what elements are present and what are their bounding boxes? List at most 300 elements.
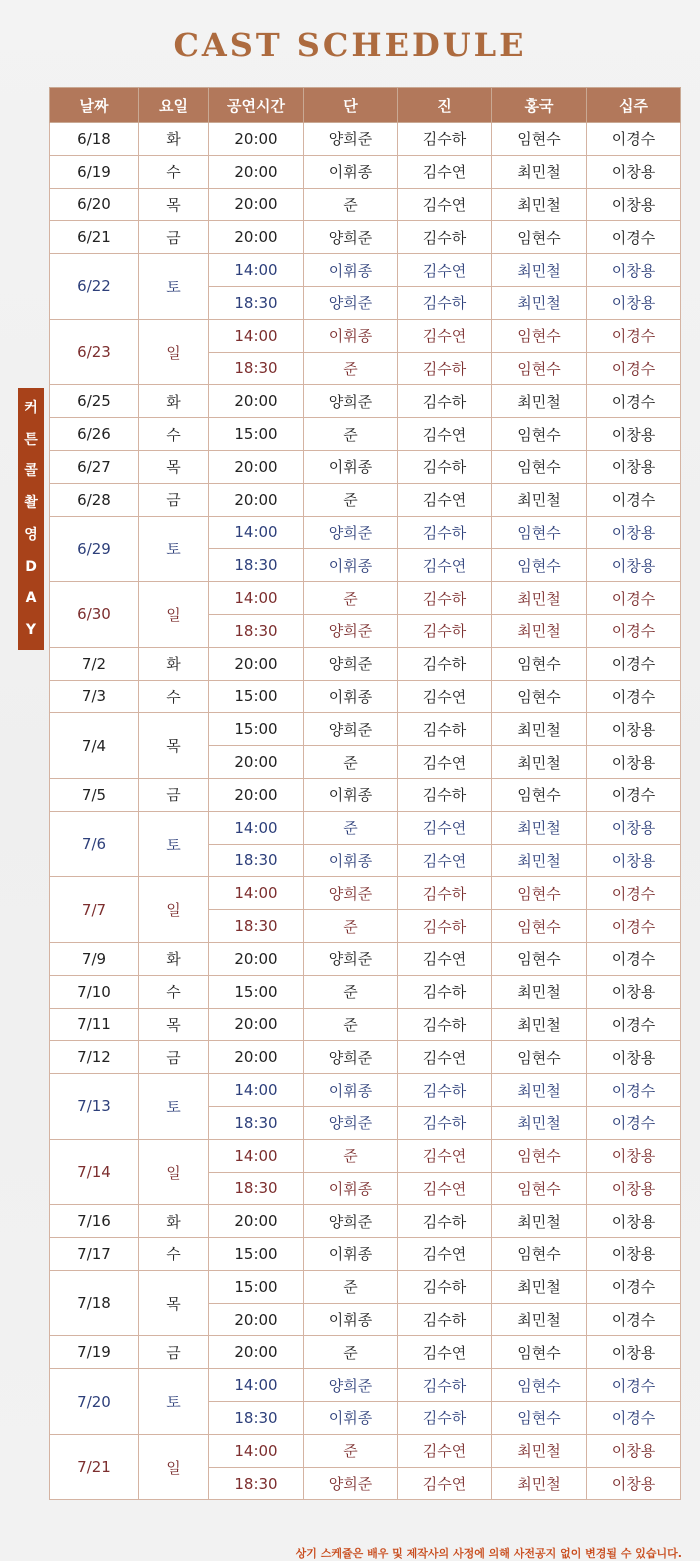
- table-row: [50, 254, 681, 287]
- cast-jin-cell: 김수연: [398, 1467, 492, 1500]
- showtime-cell: 14:00: [209, 1074, 304, 1107]
- cast-hongguk-cell: 임현수: [492, 516, 587, 549]
- table-row: [50, 1139, 681, 1172]
- cast-jin-cell: 김수하: [398, 385, 492, 418]
- cast-sipju-cell: 이경수: [587, 221, 681, 254]
- table-row: [50, 811, 681, 844]
- showtime-cell: 14:00: [209, 1139, 304, 1172]
- date-cell: 7/5: [50, 778, 139, 811]
- cast-sipju-cell: 이경수: [587, 1402, 681, 1435]
- cast-sipju-cell: 이창용: [587, 1172, 681, 1205]
- showtime-cell: 15:00: [209, 713, 304, 746]
- showtime-cell: 20:00: [209, 1303, 304, 1336]
- table-row: [50, 1205, 681, 1238]
- cast-dan-cell: 양희준: [304, 877, 398, 910]
- cast-sipju-cell: 이경수: [587, 680, 681, 713]
- cast-jin-cell: 김수하: [398, 123, 492, 156]
- cast-sipju-cell: 이창용: [587, 746, 681, 779]
- header-day: 요일: [139, 88, 209, 123]
- cast-sipju-cell: 이창용: [587, 1467, 681, 1500]
- showtime-cell: 18:30: [209, 1172, 304, 1205]
- cast-dan-cell: 양희준: [304, 1106, 398, 1139]
- cast-jin-cell: 김수연: [398, 1172, 492, 1205]
- cast-dan-cell: 이휘종: [304, 1402, 398, 1435]
- cast-hongguk-cell: 임현수: [492, 877, 587, 910]
- showtime-cell: 20:00: [209, 942, 304, 975]
- date-cell: 7/11: [50, 1008, 139, 1041]
- showtime-cell: 14:00: [209, 811, 304, 844]
- showtime-cell: 15:00: [209, 680, 304, 713]
- date-cell: 7/12: [50, 1041, 139, 1074]
- table-row: [50, 450, 681, 483]
- table-row: [50, 516, 681, 549]
- header-showtime: 공연시간: [209, 88, 304, 123]
- cast-sipju-cell: 이창용: [587, 1434, 681, 1467]
- showtime-cell: 18:30: [209, 844, 304, 877]
- cast-sipju-cell: 이창용: [587, 713, 681, 746]
- curtain-call-photo-day-label: [18, 388, 44, 650]
- date-cell: 6/18: [50, 123, 139, 156]
- weekday-cell: 목: [139, 1008, 209, 1041]
- cast-hongguk-cell: 최민철: [492, 1074, 587, 1107]
- cast-sipju-cell: 이창용: [587, 1238, 681, 1271]
- cast-hongguk-cell: 임현수: [492, 450, 587, 483]
- cast-schedule-table: [49, 87, 681, 1500]
- cast-hongguk-cell: 최민철: [492, 1205, 587, 1238]
- cast-hongguk-cell: 임현수: [492, 942, 587, 975]
- showtime-cell: 18:30: [209, 910, 304, 943]
- cast-dan-cell: 이휘종: [304, 319, 398, 352]
- cast-hongguk-cell: 임현수: [492, 123, 587, 156]
- cast-jin-cell: 김수연: [398, 1041, 492, 1074]
- cast-hongguk-cell: 최민철: [492, 1106, 587, 1139]
- weekday-cell: 목: [139, 713, 209, 779]
- showtime-cell: 20:00: [209, 123, 304, 156]
- date-cell: 6/19: [50, 155, 139, 188]
- cast-sipju-cell: 이창용: [587, 516, 681, 549]
- cast-hongguk-cell: 임현수: [492, 1238, 587, 1271]
- showtime-cell: 15:00: [209, 418, 304, 451]
- cast-hongguk-cell: 최민철: [492, 614, 587, 647]
- cast-dan-cell: 양희준: [304, 221, 398, 254]
- cast-jin-cell: 김수연: [398, 188, 492, 221]
- side-label-char: 콜: [24, 463, 38, 480]
- cast-dan-cell: 양희준: [304, 1205, 398, 1238]
- cast-hongguk-cell: 임현수: [492, 1139, 587, 1172]
- cast-hongguk-cell: 임현수: [492, 221, 587, 254]
- cast-jin-cell: 김수하: [398, 647, 492, 680]
- showtime-cell: 20:00: [209, 1336, 304, 1369]
- cast-jin-cell: 김수하: [398, 614, 492, 647]
- weekday-cell: 수: [139, 155, 209, 188]
- table-row: [50, 123, 681, 156]
- showtime-cell: 20:00: [209, 746, 304, 779]
- cast-sipju-cell: 이경수: [587, 778, 681, 811]
- showtime-cell: 14:00: [209, 516, 304, 549]
- weekday-cell: 수: [139, 1238, 209, 1271]
- weekday-cell: 토: [139, 1369, 209, 1435]
- cast-sipju-cell: 이경수: [587, 647, 681, 680]
- cast-dan-cell: 이휘종: [304, 1074, 398, 1107]
- cast-hongguk-cell: 임현수: [492, 1172, 587, 1205]
- header-jin: 진: [398, 88, 492, 123]
- showtime-cell: 18:30: [209, 1467, 304, 1500]
- cast-dan-cell: 준: [304, 910, 398, 943]
- cast-jin-cell: 김수연: [398, 319, 492, 352]
- table-row: [50, 582, 681, 615]
- table-row: [50, 713, 681, 746]
- table-header-row: [50, 88, 681, 123]
- weekday-cell: 금: [139, 1336, 209, 1369]
- cast-jin-cell: 김수연: [398, 844, 492, 877]
- cast-sipju-cell: 이경수: [587, 1074, 681, 1107]
- cast-hongguk-cell: 최민철: [492, 1270, 587, 1303]
- table-row: [50, 1008, 681, 1041]
- date-cell: 6/20: [50, 188, 139, 221]
- table-row: [50, 155, 681, 188]
- date-cell: 7/2: [50, 647, 139, 680]
- cast-sipju-cell: 이경수: [587, 582, 681, 615]
- showtime-cell: 14:00: [209, 1369, 304, 1402]
- showtime-cell: 18:30: [209, 352, 304, 385]
- cast-jin-cell: 김수연: [398, 418, 492, 451]
- header-hongguk: 홍국: [492, 88, 587, 123]
- cast-dan-cell: 준: [304, 1434, 398, 1467]
- cast-jin-cell: 김수하: [398, 516, 492, 549]
- date-cell: 7/3: [50, 680, 139, 713]
- cast-jin-cell: 김수하: [398, 877, 492, 910]
- cast-hongguk-cell: 임현수: [492, 549, 587, 582]
- cast-sipju-cell: 이경수: [587, 1106, 681, 1139]
- cast-jin-cell: 김수하: [398, 352, 492, 385]
- table-row: [50, 1270, 681, 1303]
- cast-dan-cell: 준: [304, 811, 398, 844]
- cast-hongguk-cell: 최민철: [492, 1008, 587, 1041]
- weekday-cell: 금: [139, 1041, 209, 1074]
- cast-hongguk-cell: 임현수: [492, 1369, 587, 1402]
- weekday-cell: 화: [139, 647, 209, 680]
- cast-hongguk-cell: 임현수: [492, 1402, 587, 1435]
- cast-sipju-cell: 이창용: [587, 1205, 681, 1238]
- cast-dan-cell: 이휘종: [304, 1238, 398, 1271]
- cast-hongguk-cell: 최민철: [492, 385, 587, 418]
- cast-sipju-cell: 이창용: [587, 549, 681, 582]
- weekday-cell: 일: [139, 319, 209, 385]
- cast-jin-cell: 김수하: [398, 910, 492, 943]
- cast-sipju-cell: 이창용: [587, 1041, 681, 1074]
- cast-hongguk-cell: 최민철: [492, 844, 587, 877]
- cast-sipju-cell: 이창용: [587, 811, 681, 844]
- cast-sipju-cell: 이창용: [587, 450, 681, 483]
- cast-dan-cell: 양희준: [304, 286, 398, 319]
- date-cell: 7/10: [50, 975, 139, 1008]
- cast-jin-cell: 김수연: [398, 746, 492, 779]
- showtime-cell: 14:00: [209, 582, 304, 615]
- showtime-cell: 18:30: [209, 1106, 304, 1139]
- cast-hongguk-cell: 최민철: [492, 746, 587, 779]
- weekday-cell: 화: [139, 385, 209, 418]
- cast-hongguk-cell: 임현수: [492, 418, 587, 451]
- weekday-cell: 금: [139, 483, 209, 516]
- cast-hongguk-cell: 최민철: [492, 811, 587, 844]
- cast-dan-cell: 이휘종: [304, 844, 398, 877]
- cast-jin-cell: 김수하: [398, 713, 492, 746]
- cast-hongguk-cell: 최민철: [492, 1467, 587, 1500]
- table-row: [50, 778, 681, 811]
- cast-dan-cell: 이휘종: [304, 778, 398, 811]
- cast-hongguk-cell: 임현수: [492, 1336, 587, 1369]
- showtime-cell: 20:00: [209, 778, 304, 811]
- cast-sipju-cell: 이창용: [587, 418, 681, 451]
- side-label-char: 영: [24, 526, 38, 543]
- cast-jin-cell: 김수연: [398, 1336, 492, 1369]
- cast-jin-cell: 김수하: [398, 1106, 492, 1139]
- side-label-char: 커: [24, 399, 38, 416]
- cast-dan-cell: 이휘종: [304, 1172, 398, 1205]
- weekday-cell: 목: [139, 1270, 209, 1336]
- header-dan: 단: [304, 88, 398, 123]
- showtime-cell: 20:00: [209, 1008, 304, 1041]
- weekday-cell: 일: [139, 877, 209, 943]
- showtime-cell: 15:00: [209, 975, 304, 1008]
- table-row: [50, 483, 681, 516]
- cast-dan-cell: 이휘종: [304, 254, 398, 287]
- cast-dan-cell: 양희준: [304, 1041, 398, 1074]
- date-cell: 7/21: [50, 1434, 139, 1500]
- cast-sipju-cell: 이경수: [587, 1270, 681, 1303]
- cast-dan-cell: 이휘종: [304, 680, 398, 713]
- cast-dan-cell: 이휘종: [304, 450, 398, 483]
- cast-sipju-cell: 이경수: [587, 910, 681, 943]
- side-label-char: 촬: [24, 495, 38, 512]
- showtime-cell: 20:00: [209, 483, 304, 516]
- cast-dan-cell: 준: [304, 418, 398, 451]
- date-cell: 7/19: [50, 1336, 139, 1369]
- date-cell: 7/6: [50, 811, 139, 877]
- cast-jin-cell: 김수연: [398, 483, 492, 516]
- cast-dan-cell: 양희준: [304, 713, 398, 746]
- header-date: 날짜: [50, 88, 139, 123]
- cast-hongguk-cell: 임현수: [492, 319, 587, 352]
- table-row: [50, 877, 681, 910]
- cast-dan-cell: 이휘종: [304, 155, 398, 188]
- cast-dan-cell: 이휘종: [304, 1303, 398, 1336]
- weekday-cell: 목: [139, 450, 209, 483]
- cast-dan-cell: 준: [304, 1139, 398, 1172]
- cast-dan-cell: 양희준: [304, 1467, 398, 1500]
- cast-dan-cell: 준: [304, 975, 398, 1008]
- cast-jin-cell: 김수연: [398, 942, 492, 975]
- cast-dan-cell: 양희준: [304, 942, 398, 975]
- cast-sipju-cell: 이경수: [587, 614, 681, 647]
- table-row: [50, 942, 681, 975]
- date-cell: 6/25: [50, 385, 139, 418]
- date-cell: 7/20: [50, 1369, 139, 1435]
- cast-jin-cell: 김수연: [398, 1434, 492, 1467]
- cast-jin-cell: 김수하: [398, 1205, 492, 1238]
- cast-jin-cell: 김수하: [398, 1402, 492, 1435]
- cast-jin-cell: 김수하: [398, 1008, 492, 1041]
- cast-sipju-cell: 이경수: [587, 319, 681, 352]
- cast-dan-cell: 준: [304, 1336, 398, 1369]
- cast-hongguk-cell: 임현수: [492, 680, 587, 713]
- cast-jin-cell: 김수하: [398, 1303, 492, 1336]
- cast-dan-cell: 준: [304, 1008, 398, 1041]
- cast-dan-cell: 준: [304, 352, 398, 385]
- date-cell: 6/30: [50, 582, 139, 648]
- table-row: [50, 1041, 681, 1074]
- showtime-cell: 20:00: [209, 188, 304, 221]
- date-cell: 7/18: [50, 1270, 139, 1336]
- showtime-cell: 18:30: [209, 549, 304, 582]
- cast-sipju-cell: 이창용: [587, 254, 681, 287]
- cast-dan-cell: 양희준: [304, 647, 398, 680]
- cast-jin-cell: 김수연: [398, 549, 492, 582]
- table-row: [50, 221, 681, 254]
- cast-dan-cell: 양희준: [304, 123, 398, 156]
- cast-sipju-cell: 이경수: [587, 385, 681, 418]
- showtime-cell: 20:00: [209, 1041, 304, 1074]
- cast-dan-cell: 준: [304, 582, 398, 615]
- cast-sipju-cell: 이창용: [587, 1139, 681, 1172]
- cast-hongguk-cell: 임현수: [492, 647, 587, 680]
- weekday-cell: 금: [139, 221, 209, 254]
- showtime-cell: 14:00: [209, 1434, 304, 1467]
- cast-hongguk-cell: 최민철: [492, 713, 587, 746]
- cast-hongguk-cell: 임현수: [492, 910, 587, 943]
- cast-jin-cell: 김수연: [398, 680, 492, 713]
- cast-jin-cell: 김수연: [398, 254, 492, 287]
- table-row: [50, 1369, 681, 1402]
- date-cell: 6/28: [50, 483, 139, 516]
- cast-jin-cell: 김수연: [398, 811, 492, 844]
- table-row: [50, 385, 681, 418]
- cast-jin-cell: 김수하: [398, 1270, 492, 1303]
- date-cell: 7/16: [50, 1205, 139, 1238]
- cast-sipju-cell: 이경수: [587, 352, 681, 385]
- cast-jin-cell: 김수하: [398, 1369, 492, 1402]
- cast-hongguk-cell: 임현수: [492, 352, 587, 385]
- table-row: [50, 1074, 681, 1107]
- cast-jin-cell: 김수하: [398, 975, 492, 1008]
- cast-sipju-cell: 이창용: [587, 1336, 681, 1369]
- showtime-cell: 18:30: [209, 1402, 304, 1435]
- footer-note: 상기 스케쥴은 배우 및 제작사의 사정에 의해 사전공지 없이 변경될 수 있습니다.: [295, 1547, 682, 1560]
- date-cell: 7/7: [50, 877, 139, 943]
- cast-hongguk-cell: 최민철: [492, 188, 587, 221]
- side-label-char: A: [25, 590, 37, 607]
- weekday-cell: 수: [139, 680, 209, 713]
- date-cell: 7/14: [50, 1139, 139, 1205]
- cast-dan-cell: 양희준: [304, 385, 398, 418]
- cast-hongguk-cell: 최민철: [492, 254, 587, 287]
- cast-hongguk-cell: 최민철: [492, 155, 587, 188]
- date-cell: 6/21: [50, 221, 139, 254]
- cast-dan-cell: 양희준: [304, 614, 398, 647]
- cast-dan-cell: 이휘종: [304, 549, 398, 582]
- cast-sipju-cell: 이경수: [587, 1008, 681, 1041]
- cast-jin-cell: 김수하: [398, 778, 492, 811]
- showtime-cell: 14:00: [209, 254, 304, 287]
- weekday-cell: 일: [139, 1139, 209, 1205]
- cast-hongguk-cell: 최민철: [492, 975, 587, 1008]
- weekday-cell: 목: [139, 188, 209, 221]
- weekday-cell: 화: [139, 942, 209, 975]
- date-cell: 7/13: [50, 1074, 139, 1140]
- showtime-cell: 20:00: [209, 385, 304, 418]
- cast-hongguk-cell: 임현수: [492, 778, 587, 811]
- cast-sipju-cell: 이경수: [587, 123, 681, 156]
- cast-jin-cell: 김수연: [398, 155, 492, 188]
- weekday-cell: 일: [139, 1434, 209, 1500]
- date-cell: 6/22: [50, 254, 139, 320]
- cast-dan-cell: 준: [304, 1270, 398, 1303]
- table-row: [50, 418, 681, 451]
- weekday-cell: 토: [139, 254, 209, 320]
- table-row: [50, 1434, 681, 1467]
- cast-hongguk-cell: 최민철: [492, 582, 587, 615]
- cast-jin-cell: 김수연: [398, 1139, 492, 1172]
- showtime-cell: 18:30: [209, 286, 304, 319]
- cast-sipju-cell: 이경수: [587, 483, 681, 516]
- cast-dan-cell: 준: [304, 746, 398, 779]
- table-row: [50, 647, 681, 680]
- showtime-cell: 15:00: [209, 1270, 304, 1303]
- side-label-char: D: [25, 558, 37, 575]
- page-title: CAST SCHEDULE: [173, 26, 527, 64]
- cast-dan-cell: 준: [304, 483, 398, 516]
- date-cell: 6/23: [50, 319, 139, 385]
- cast-hongguk-cell: 최민철: [492, 1303, 587, 1336]
- table-row: [50, 188, 681, 221]
- cast-sipju-cell: 이창용: [587, 844, 681, 877]
- cast-jin-cell: 김수하: [398, 286, 492, 319]
- date-cell: 7/4: [50, 713, 139, 779]
- cast-sipju-cell: 이경수: [587, 1369, 681, 1402]
- cast-sipju-cell: 이경수: [587, 942, 681, 975]
- cast-jin-cell: 김수하: [398, 450, 492, 483]
- cast-jin-cell: 김수하: [398, 582, 492, 615]
- showtime-cell: 14:00: [209, 877, 304, 910]
- showtime-cell: 14:00: [209, 319, 304, 352]
- date-cell: 7/17: [50, 1238, 139, 1271]
- table-row: [50, 319, 681, 352]
- weekday-cell: 토: [139, 811, 209, 877]
- table-row: [50, 975, 681, 1008]
- cast-dan-cell: 양희준: [304, 516, 398, 549]
- cast-sipju-cell: 이창용: [587, 155, 681, 188]
- date-cell: 6/27: [50, 450, 139, 483]
- cast-sipju-cell: 이경수: [587, 1303, 681, 1336]
- table-row: [50, 1238, 681, 1271]
- date-cell: 6/29: [50, 516, 139, 582]
- cast-hongguk-cell: 최민철: [492, 286, 587, 319]
- weekday-cell: 수: [139, 975, 209, 1008]
- cast-dan-cell: 양희준: [304, 1369, 398, 1402]
- cast-jin-cell: 김수하: [398, 1074, 492, 1107]
- table-row: [50, 1336, 681, 1369]
- weekday-cell: 토: [139, 516, 209, 582]
- cast-sipju-cell: 이창용: [587, 286, 681, 319]
- cast-sipju-cell: 이창용: [587, 975, 681, 1008]
- showtime-cell: 20:00: [209, 450, 304, 483]
- weekday-cell: 금: [139, 778, 209, 811]
- weekday-cell: 토: [139, 1074, 209, 1140]
- weekday-cell: 화: [139, 1205, 209, 1238]
- showtime-cell: 15:00: [209, 1238, 304, 1271]
- showtime-cell: 18:30: [209, 614, 304, 647]
- weekday-cell: 일: [139, 582, 209, 648]
